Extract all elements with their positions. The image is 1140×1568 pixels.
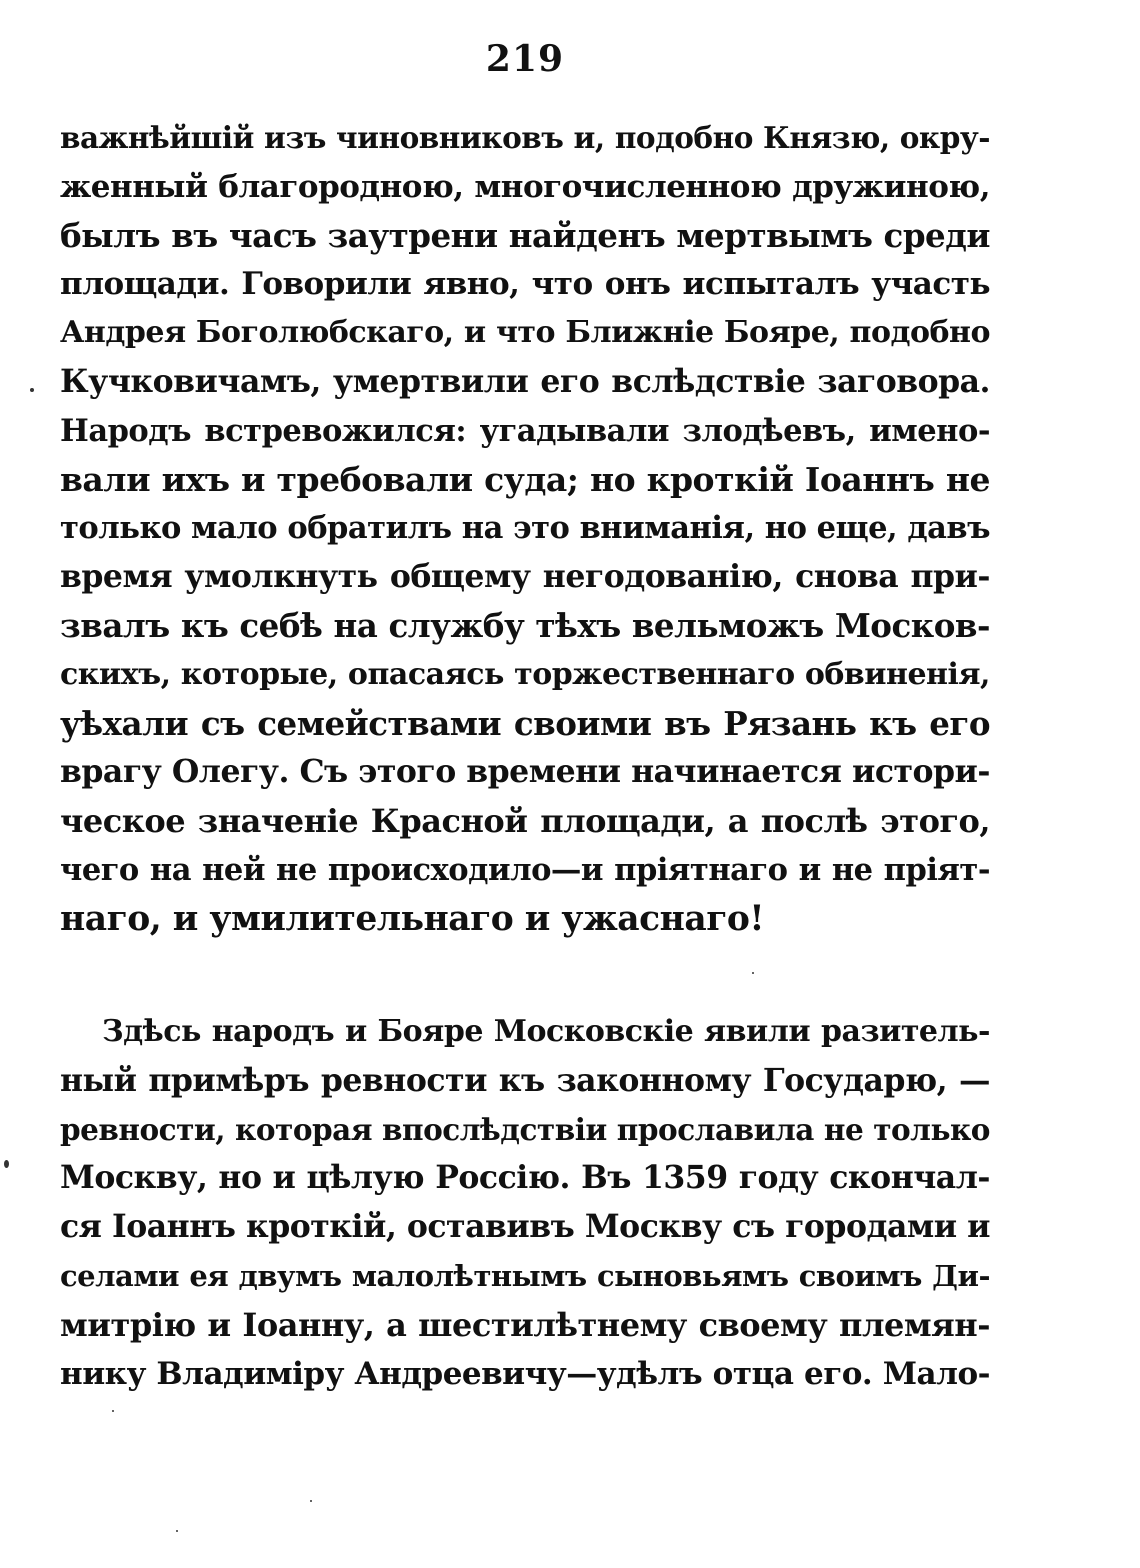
text-line: вали ихъ и требовали суда; но кроткій Іоаннъ не	[60, 459, 990, 499]
text-line: время умолкнуть общему негодованію, снова при-	[60, 558, 990, 596]
text-line: нику Владиміру Андреевичу—удѣлъ отца его. Мало-	[60, 1355, 990, 1392]
text-line: ческое значеніе Красной площади, а послѣ этого,	[60, 802, 990, 841]
text-line: звалъ къ себѣ на службу тѣхъ вельможъ Москов-	[60, 605, 990, 645]
print-speck	[176, 1530, 178, 1532]
text-line: селами ея двумъ малолѣтнымъ сыновьямъ своимъ Ди-	[60, 1258, 990, 1293]
print-speck	[30, 388, 34, 392]
print-speck	[112, 1410, 114, 1412]
text-line: былъ въ часъ заутрени найденъ мертвымъ среди	[60, 215, 990, 255]
text-line: Андрея Боголюбскаго, и что Ближніе Бояре, подобно	[60, 315, 990, 351]
print-speck	[4, 1160, 9, 1168]
text-line: чего на ней не происходило—и пріятнаго и не пріят-	[60, 851, 990, 888]
text-line: только мало обратилъ на это вниманія, но еще, давъ	[60, 510, 990, 547]
paragraph-2	[60, 1008, 990, 1398]
text-line: площади. Говорили явно, что онъ испыталъ участь	[60, 266, 990, 303]
text-line: Здѣсь народъ и Бояре Московскіе явили разитель-	[102, 1014, 990, 1049]
text-line: наго, и умилительнаго и ужаснаго!	[60, 898, 765, 939]
print-speck	[752, 972, 754, 974]
text-line: женный благородною, многочисленною дружиною,	[60, 168, 990, 205]
text-line: митрію и Іоанну, а шестилѣтнему своему племян-	[60, 1305, 990, 1344]
text-line: Народъ встревожился: угадывали злодѣевъ, имено-	[60, 412, 990, 449]
text-line: важнѣйшій изъ чиновниковъ и, подобно Князю, окру-	[60, 120, 990, 155]
text-line: уѣхали съ семействами своими въ Рязань къ его	[60, 703, 990, 743]
text-line: Москву, но и цѣлую Россію. Въ 1359 году скончал-	[60, 1159, 990, 1197]
paragraph-1	[60, 114, 990, 944]
page-number: 219	[485, 38, 565, 80]
text-line: Кучковичамъ, умертвили его вслѣдствіе заговора.	[60, 362, 990, 400]
text-line: ся Іоаннъ кроткій, оставивъ Москву съ городами и	[60, 1208, 990, 1246]
print-speck	[310, 1500, 312, 1502]
text-line: скихъ, которые, опасаясь торжественнаго обвиненія,	[60, 656, 990, 692]
text-line: ревности, которая впослѣдствіи прославила не только	[60, 1111, 990, 1147]
text-line: врагу Олегу. Съ этого времени начинается истори-	[60, 753, 990, 791]
text-line: ный примѣръ ревности къ законному Государю, —	[60, 1061, 990, 1099]
